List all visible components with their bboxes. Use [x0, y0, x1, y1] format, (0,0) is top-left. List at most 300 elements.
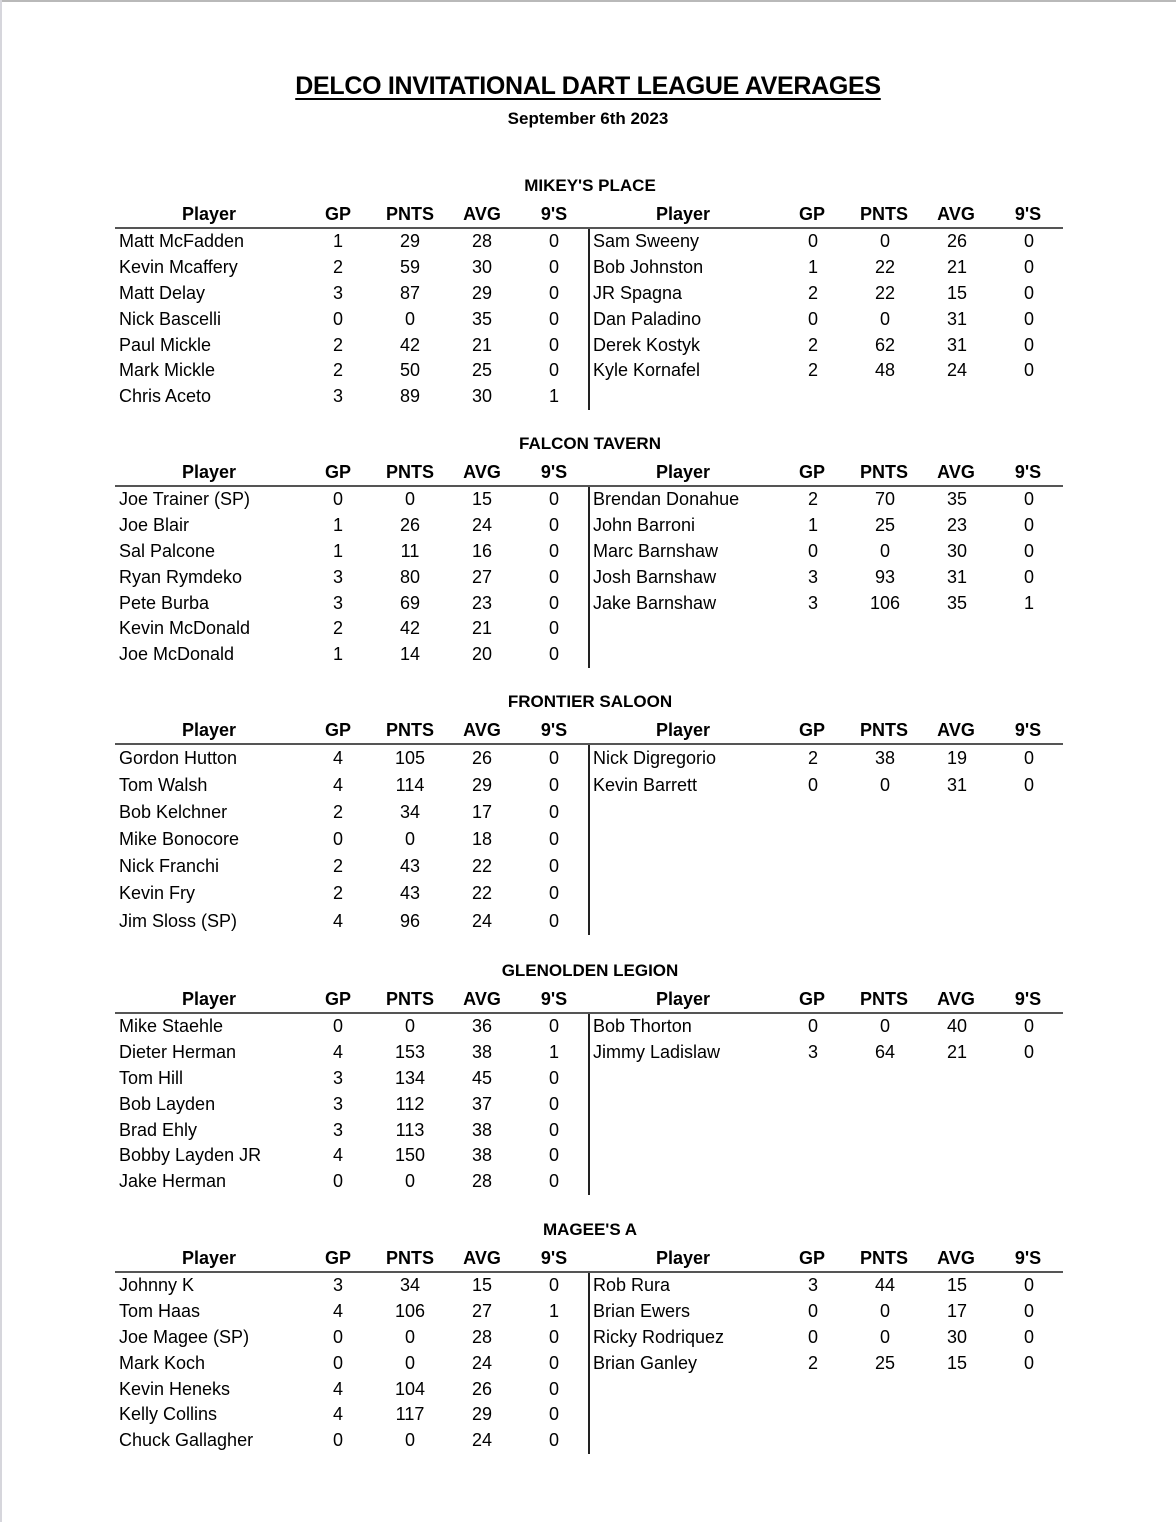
cell-pnts: 106: [869, 592, 901, 613]
cell-gp: 4: [332, 775, 343, 796]
column-header-pnts: PNTS: [859, 720, 908, 740]
cell-gp: 0: [807, 775, 818, 796]
column-header-gp: GP: [324, 462, 351, 482]
cell-avg: 21: [946, 1041, 968, 1062]
cell-pnts: 34: [399, 1275, 421, 1295]
column-header-player: Player: [655, 720, 711, 740]
cell-pnts: 0: [879, 540, 890, 561]
column-header-nines: 9'S: [1014, 720, 1042, 740]
cell-avg: 31: [946, 334, 968, 355]
cell-player: Bob Thorton: [593, 1016, 692, 1036]
cell-avg: 17: [471, 802, 493, 823]
table-row: [590, 1014, 1063, 1040]
cell-gp: 2: [332, 802, 343, 823]
cell-gp: 3: [332, 1093, 343, 1114]
cell-gp: 4: [332, 910, 343, 931]
table-row: [590, 307, 1063, 333]
cell-avg: 15: [946, 282, 968, 303]
document-date: September 6th 2023: [507, 109, 669, 128]
cell-pnts: 93: [874, 566, 896, 587]
table-header-row: [115, 1246, 589, 1273]
cell-pnts: 69: [399, 592, 421, 613]
cell-gp: 1: [332, 231, 343, 251]
cell-pnts: 59: [399, 256, 421, 277]
cell-avg: 45: [471, 1067, 493, 1088]
cell-player: Jimmy Ladislaw: [593, 1041, 721, 1062]
cell-player: Dan Paladino: [593, 308, 702, 329]
cell-nines: 0: [1023, 256, 1034, 277]
cell-gp: 4: [332, 1041, 343, 1062]
cell-nines: 0: [548, 540, 559, 561]
stats-table-right: [589, 987, 1063, 1195]
cell-gp: 0: [332, 308, 343, 329]
cell-avg: 29: [471, 775, 493, 796]
cell-nines: 0: [548, 1275, 559, 1295]
cell-nines: 0: [1023, 748, 1034, 768]
cell-nines: 0: [1023, 514, 1034, 535]
cell-gp: 2: [332, 856, 343, 877]
cell-player: Kevin Heneks: [119, 1378, 231, 1399]
cell-gp: 0: [807, 1300, 818, 1321]
cell-avg: 24: [471, 910, 493, 931]
cell-pnts: 22: [874, 256, 896, 277]
team-name: FALCON TAVERN: [519, 434, 661, 453]
cell-player: Brian Ewers: [593, 1300, 691, 1321]
table-header-row: [115, 460, 589, 487]
table-row: [590, 487, 1063, 513]
cell-nines: 0: [1023, 360, 1034, 381]
cell-avg: 25: [471, 360, 493, 381]
cell-avg: 16: [471, 540, 493, 561]
table-row: [115, 1428, 589, 1454]
stats-table-right: [589, 202, 1063, 410]
column-header-player: Player: [655, 1248, 711, 1268]
cell-gp: 3: [332, 1275, 343, 1295]
cell-nines: 0: [548, 1119, 559, 1140]
column-header-nines: 9'S: [1014, 462, 1042, 482]
cell-nines: 0: [548, 1016, 559, 1036]
cell-avg: 15: [471, 1275, 493, 1295]
cell-avg: 37: [471, 1093, 493, 1114]
cell-gp: 3: [332, 386, 343, 407]
cell-pnts: 0: [879, 308, 890, 329]
table-row: [115, 1299, 589, 1325]
column-header-gp: GP: [798, 989, 825, 1009]
column-header-avg: AVG: [463, 989, 501, 1009]
cell-gp: 4: [332, 1404, 343, 1425]
cell-pnts: 25: [874, 514, 896, 535]
cell-nines: 1: [548, 1300, 559, 1321]
column-header-pnts: PNTS: [859, 204, 908, 224]
cell-nines: 0: [548, 1430, 559, 1451]
cell-player: Mike Bonocore: [119, 829, 240, 850]
team-name: MAGEE'S A: [542, 1220, 638, 1239]
cell-nines: 0: [1023, 1300, 1034, 1321]
cell-avg: 20: [471, 644, 493, 665]
cell-player: Kelly Collins: [119, 1404, 218, 1425]
table-body: [588, 745, 1063, 935]
table-row: [115, 1351, 589, 1377]
cell-nines: 0: [548, 1352, 559, 1373]
table-row: [115, 281, 589, 307]
column-header-nines: 9'S: [1014, 1248, 1042, 1268]
column-header-avg: AVG: [937, 1248, 975, 1268]
cell-nines: 0: [548, 775, 559, 796]
column-header-avg: AVG: [463, 720, 501, 740]
column-header-pnts: PNTS: [385, 1248, 434, 1268]
table-row: [115, 1402, 589, 1428]
cell-gp: 2: [807, 748, 818, 768]
column-header-avg: AVG: [937, 204, 975, 224]
table-row: [115, 1066, 589, 1092]
cell-avg: 35: [471, 308, 493, 329]
team-name: GLENOLDEN LEGION: [501, 961, 679, 980]
cell-nines: 0: [548, 514, 559, 535]
cell-pnts: 0: [879, 231, 890, 251]
column-header-gp: GP: [324, 989, 351, 1009]
table-row: [590, 255, 1063, 281]
table-header-row: [115, 987, 589, 1014]
cell-player: Ryan Rymdeko: [119, 566, 243, 587]
cell-avg: 21: [946, 256, 968, 277]
cell-nines: 0: [548, 910, 559, 931]
table-body: [115, 745, 589, 935]
column-header-pnts: PNTS: [385, 204, 434, 224]
cell-nines: 0: [548, 883, 559, 904]
cell-pnts: 0: [879, 1326, 890, 1347]
table-row: [590, 333, 1063, 359]
table-row: [590, 1299, 1063, 1325]
table-row: [590, 591, 1063, 617]
document-title: DELCO INVITATIONAL DART LEAGUE AVERAGES: [295, 72, 881, 100]
cell-player: Joe McDonald: [119, 644, 235, 665]
cell-pnts: 70: [874, 489, 896, 509]
cell-avg: 23: [471, 592, 493, 613]
cell-player: Jim Sloss (SP): [119, 910, 238, 931]
cell-pnts: 150: [394, 1145, 426, 1166]
cell-gp: 2: [332, 334, 343, 355]
cell-avg: 27: [471, 1300, 493, 1321]
column-header-gp: GP: [324, 204, 351, 224]
cell-player: Tom Haas: [119, 1300, 201, 1321]
column-header-pnts: PNTS: [385, 989, 434, 1009]
table-row: [115, 1143, 589, 1169]
table-header-row: [589, 460, 1063, 487]
cell-gp: 2: [332, 883, 343, 904]
cell-avg: 31: [946, 775, 968, 796]
stats-table-left: [115, 987, 589, 1195]
table-row: [115, 772, 589, 799]
cell-gp: 0: [332, 489, 343, 509]
cell-pnts: 42: [399, 334, 421, 355]
cell-nines: 0: [548, 1171, 559, 1192]
cell-gp: 3: [807, 1041, 818, 1062]
column-header-nines: 9'S: [540, 989, 568, 1009]
cell-avg: 19: [946, 748, 968, 768]
cell-avg: 35: [946, 489, 968, 509]
cell-pnts: 25: [874, 1352, 896, 1373]
cell-pnts: 50: [399, 360, 421, 381]
cell-player: Tom Hill: [119, 1067, 184, 1088]
cell-player: Brad Ehly: [119, 1119, 198, 1140]
column-header-avg: AVG: [937, 462, 975, 482]
table-row: [115, 1040, 589, 1066]
cell-avg: 31: [946, 308, 968, 329]
cell-nines: 0: [1023, 489, 1034, 509]
cell-pnts: 112: [395, 1093, 425, 1114]
cell-nines: 0: [548, 592, 559, 613]
cell-avg: 26: [471, 1378, 493, 1399]
cell-player: Kevin Mcaffery: [119, 256, 238, 277]
table-row: [115, 908, 589, 935]
cell-avg: 36: [471, 1016, 493, 1036]
cell-pnts: 0: [404, 1430, 415, 1451]
cell-avg: 28: [471, 231, 493, 251]
cell-nines: 1: [548, 1041, 559, 1062]
cell-gp: 4: [332, 1145, 343, 1166]
cell-player: Bob Layden: [119, 1093, 216, 1114]
cell-player: Mike Staehle: [119, 1016, 224, 1036]
cell-player: Bobby Layden JR: [119, 1145, 262, 1166]
column-header-player: Player: [655, 989, 711, 1009]
cell-gp: 0: [332, 1171, 343, 1192]
cell-nines: 0: [548, 1404, 559, 1425]
cell-nines: 0: [1023, 1352, 1034, 1373]
cell-nines: 0: [1023, 282, 1034, 303]
cell-pnts: 0: [404, 1016, 415, 1036]
cell-avg: 40: [946, 1016, 968, 1036]
cell-nines: 0: [548, 802, 559, 823]
cell-player: Rob Rura: [593, 1275, 671, 1295]
column-header-player: Player: [655, 204, 711, 224]
table-row: [590, 281, 1063, 307]
table-row: [590, 539, 1063, 565]
cell-nines: 0: [1023, 308, 1034, 329]
table-row: [115, 853, 589, 880]
cell-player: Joe Blair: [119, 514, 190, 535]
table-row: [115, 1169, 589, 1195]
cell-pnts: 43: [399, 856, 421, 877]
table-header-row: [589, 1246, 1063, 1273]
cell-gp: 1: [807, 514, 818, 535]
stats-table-right: [589, 460, 1063, 668]
stats-table-right: [589, 1246, 1063, 1454]
column-header-avg: AVG: [463, 462, 501, 482]
cell-player: Kevin Fry: [119, 883, 196, 904]
cell-pnts: 0: [404, 308, 415, 329]
column-header-player: Player: [181, 204, 237, 224]
cell-player: Jake Barnshaw: [593, 592, 717, 613]
cell-gp: 3: [332, 592, 343, 613]
column-header-player: Player: [181, 720, 237, 740]
cell-avg: 15: [471, 489, 493, 509]
cell-pnts: 104: [394, 1378, 426, 1399]
cell-nines: 0: [1023, 1041, 1034, 1062]
column-header-pnts: PNTS: [859, 989, 908, 1009]
cell-player: Josh Barnshaw: [593, 566, 717, 587]
cell-gp: 0: [807, 540, 818, 561]
cell-pnts: 117: [395, 1404, 425, 1425]
cell-gp: 3: [807, 1275, 818, 1295]
cell-gp: 1: [807, 256, 818, 277]
cell-player: Kyle Kornafel: [593, 360, 701, 381]
cell-player: Sal Palcone: [119, 540, 216, 561]
cell-avg: 24: [471, 514, 493, 535]
cell-nines: 0: [548, 360, 559, 381]
table-row: [590, 745, 1063, 772]
cell-gp: 2: [332, 360, 343, 381]
cell-avg: 23: [946, 514, 968, 535]
table-body: [115, 1014, 589, 1195]
cell-player: Gordon Hutton: [119, 748, 238, 768]
column-header-pnts: PNTS: [385, 720, 434, 740]
cell-nines: 0: [548, 308, 559, 329]
cell-avg: 26: [946, 231, 968, 251]
cell-player: Pete Burba: [119, 592, 210, 613]
cell-pnts: 87: [399, 282, 421, 303]
column-header-pnts: PNTS: [859, 462, 908, 482]
cell-player: Bob Johnston: [593, 256, 704, 277]
column-header-gp: GP: [324, 720, 351, 740]
column-header-pnts: PNTS: [385, 462, 434, 482]
cell-player: Marc Barnshaw: [593, 540, 719, 561]
cell-pnts: 0: [879, 1016, 890, 1036]
cell-pnts: 22: [874, 282, 896, 303]
column-header-player: Player: [181, 989, 237, 1009]
column-header-nines: 9'S: [1014, 989, 1042, 1009]
table-header-row: [589, 718, 1063, 745]
stats-table-right: [589, 718, 1063, 935]
cell-avg: 35: [946, 592, 968, 613]
cell-avg: 22: [471, 856, 493, 877]
table-row: [590, 1273, 1063, 1299]
stats-table-left: [115, 460, 589, 668]
cell-nines: 0: [1023, 1016, 1034, 1036]
cell-player: Brian Ganley: [593, 1352, 698, 1373]
cell-gp: 0: [807, 308, 818, 329]
cell-avg: 30: [471, 386, 493, 407]
cell-gp: 3: [807, 592, 818, 613]
cell-nines: 0: [548, 856, 559, 877]
cell-player: Brendan Donahue: [593, 489, 740, 509]
cell-avg: 28: [471, 1326, 493, 1347]
table-row: [115, 539, 589, 565]
table-row: [115, 333, 589, 359]
table-row: [115, 745, 589, 772]
cell-pnts: 0: [404, 1326, 415, 1347]
column-header-gp: GP: [798, 204, 825, 224]
column-header-avg: AVG: [463, 204, 501, 224]
cell-gp: 1: [332, 514, 343, 535]
cell-pnts: 48: [874, 360, 896, 381]
cell-avg: 18: [471, 829, 493, 850]
column-header-nines: 9'S: [1014, 204, 1042, 224]
column-header-avg: AVG: [937, 989, 975, 1009]
table-body: [588, 229, 1063, 410]
table-header-row: [115, 718, 589, 745]
table-body: [115, 229, 589, 410]
cell-pnts: 113: [395, 1119, 425, 1140]
cell-gp: 3: [332, 566, 343, 587]
cell-pnts: 64: [874, 1041, 896, 1062]
table-row: [590, 1351, 1063, 1377]
cell-player: Nick Digregorio: [593, 748, 717, 768]
cell-avg: 27: [471, 566, 493, 587]
cell-player: Matt McFadden: [119, 231, 245, 251]
column-header-player: Player: [181, 462, 237, 482]
cell-pnts: 11: [400, 540, 420, 561]
cell-player: Nick Franchi: [119, 856, 220, 877]
table-row: [115, 1325, 589, 1351]
cell-gp: 4: [332, 1300, 343, 1321]
cell-player: Kevin Barrett: [593, 775, 698, 796]
cell-avg: 38: [471, 1145, 493, 1166]
page-edge-left: [0, 0, 2, 1522]
table-header-row: [589, 202, 1063, 229]
table-row: [115, 565, 589, 591]
cell-player: Nick Bascelli: [119, 308, 222, 329]
cell-avg: 24: [471, 1352, 493, 1373]
cell-nines: 0: [1023, 775, 1034, 796]
cell-nines: 0: [548, 282, 559, 303]
cell-nines: 0: [1023, 1275, 1034, 1295]
cell-nines: 0: [1023, 231, 1034, 251]
cell-gp: 2: [807, 282, 818, 303]
cell-pnts: 29: [399, 231, 421, 251]
cell-gp: 2: [807, 334, 818, 355]
table-row: [115, 799, 589, 826]
cell-avg: 30: [471, 256, 493, 277]
cell-pnts: 62: [874, 334, 896, 355]
cell-avg: 21: [471, 334, 493, 355]
table-row: [590, 358, 1063, 384]
column-header-nines: 9'S: [540, 1248, 568, 1268]
table-row: [115, 1273, 589, 1299]
cell-avg: 30: [946, 1326, 968, 1347]
cell-pnts: 43: [399, 883, 421, 904]
cell-avg: 28: [471, 1171, 493, 1192]
column-header-player: Player: [181, 1248, 237, 1268]
table-row: [590, 513, 1063, 539]
table-body: [588, 1014, 1063, 1195]
cell-gp: 1: [332, 540, 343, 561]
cell-pnts: 134: [394, 1067, 426, 1088]
cell-gp: 2: [332, 618, 343, 639]
cell-nines: 0: [1023, 540, 1034, 561]
page-edge-top: [0, 0, 1176, 2]
table-row: [115, 1014, 589, 1040]
cell-gp: 4: [332, 1378, 343, 1399]
cell-pnts: 89: [399, 386, 421, 407]
cell-pnts: 80: [399, 566, 421, 587]
column-header-gp: GP: [324, 1248, 351, 1268]
cell-player: Jake Herman: [119, 1171, 227, 1192]
column-header-avg: AVG: [463, 1248, 501, 1268]
cell-gp: 1: [332, 644, 343, 665]
column-header-gp: GP: [798, 720, 825, 740]
table-row: [115, 513, 589, 539]
cell-player: Paul Mickle: [119, 334, 212, 355]
cell-gp: 3: [332, 1067, 343, 1088]
column-header-nines: 9'S: [540, 462, 568, 482]
cell-gp: 0: [807, 1016, 818, 1036]
cell-nines: 0: [548, 231, 559, 251]
cell-player: Sam Sweeny: [593, 231, 700, 251]
cell-player: John Barroni: [593, 514, 696, 535]
table-row: [115, 487, 589, 513]
cell-avg: 38: [471, 1119, 493, 1140]
cell-avg: 31: [946, 566, 968, 587]
